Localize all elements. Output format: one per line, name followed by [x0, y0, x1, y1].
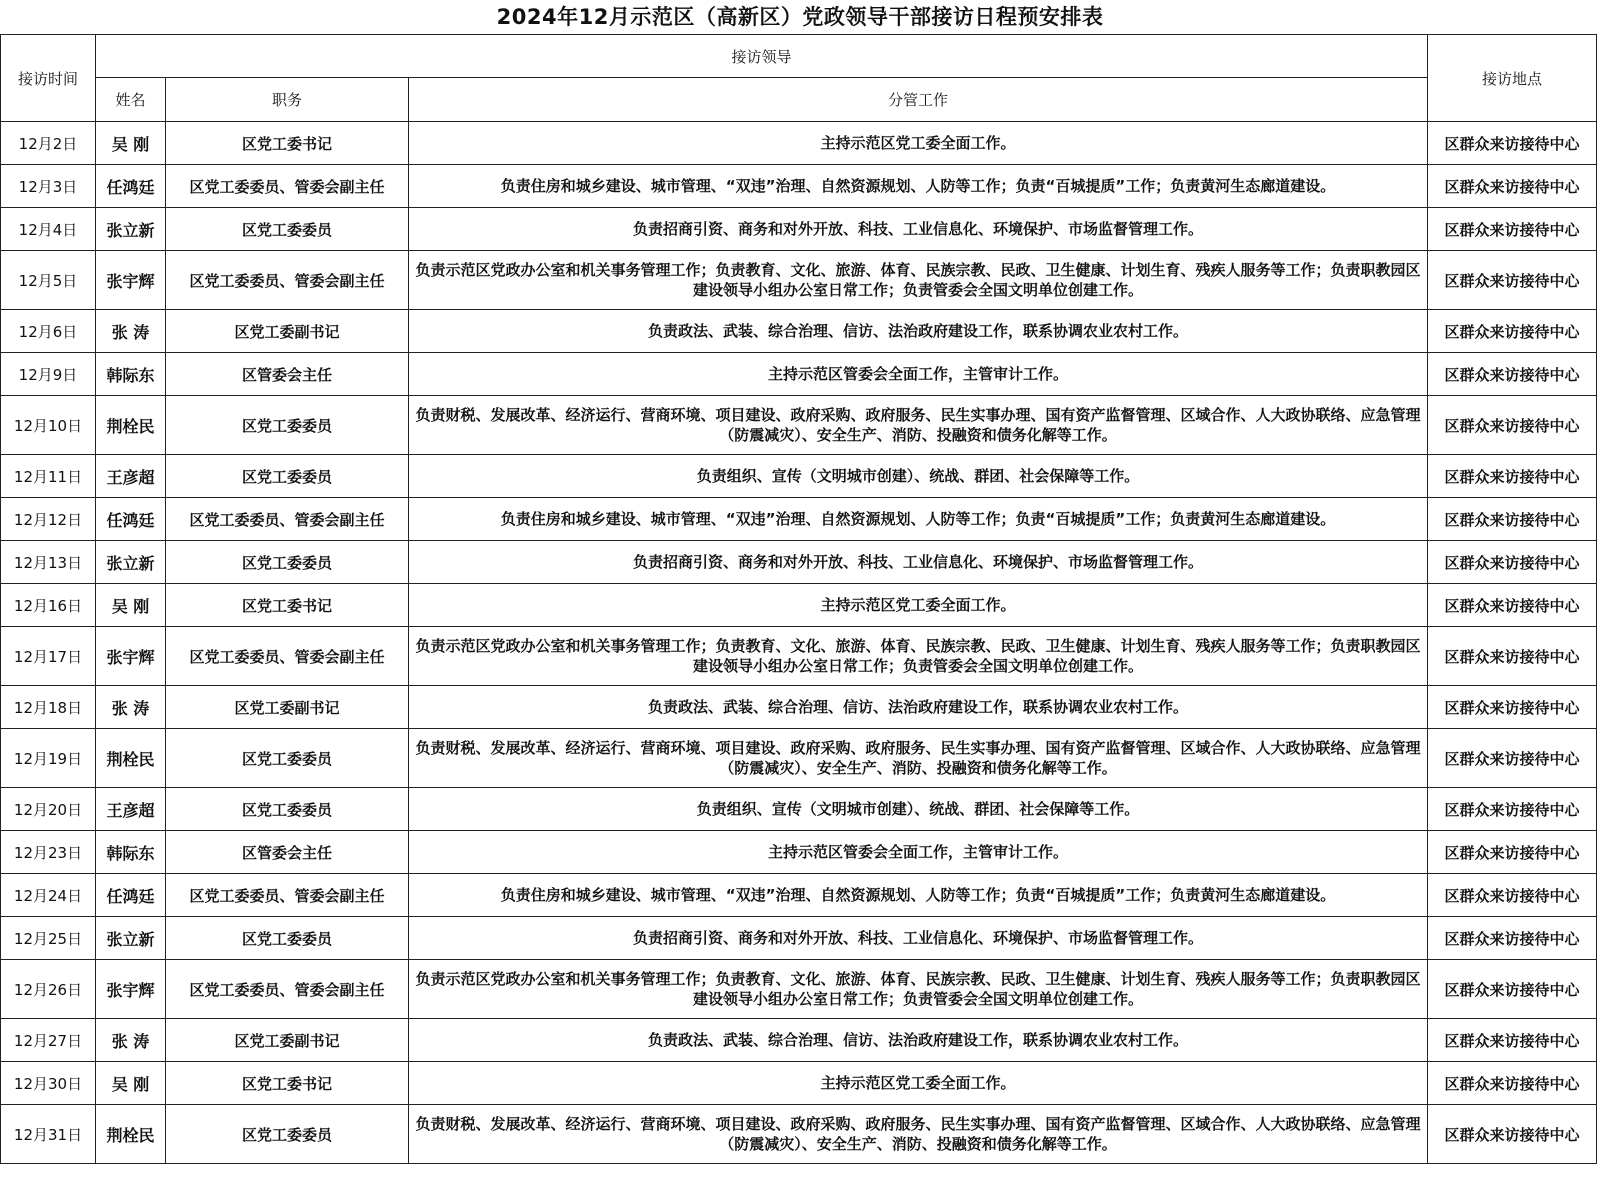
name-cell: 荆栓民: [96, 729, 166, 788]
position-cell: 区党工委委员、管委会副主任: [166, 251, 409, 310]
name-cell: 张宇辉: [96, 251, 166, 310]
date-cell: 12月24日: [1, 874, 96, 917]
date-cell: 12月2日: [1, 122, 96, 165]
date-cell: 12月26日: [1, 960, 96, 1019]
duty-cell: 负责政法、武装、综合治理、信访、法治政府建设工作，联系协调农业农村工作。: [409, 686, 1428, 729]
name-cell: 张立新: [96, 917, 166, 960]
duty-cell: 负责组织、宣传（文明城市创建）、统战、群团、社会保障等工作。: [409, 788, 1428, 831]
duty-cell: 负责政法、武装、综合治理、信访、法治政府建设工作，联系协调农业农村工作。: [409, 310, 1428, 353]
date-cell: 12月31日: [1, 1105, 96, 1164]
date-cell: 12月6日: [1, 310, 96, 353]
duty-cell: 负责财税、发展改革、经济运行、营商环境、项目建设、政府采购、政府服务、民生实事办理、国有资产监督管理、区域合作、人大政协联络、应急管理（防震减灾）、安全生产、消防、投融资和债务化解等工作。: [409, 729, 1428, 788]
date-cell: 12月12日: [1, 498, 96, 541]
table-header: [1, 35, 1597, 122]
location-cell: 区群众来访接待中心: [1428, 165, 1597, 208]
duty-cell: 负责住房和城乡建设、城市管理、“双违”治理、自然资源规划、人防等工作；负责“百城提质”工作；负责黄河生态廊道建设。: [409, 498, 1428, 541]
name-cell: 吴 刚: [96, 122, 166, 165]
position-cell: 区党工委委员、管委会副主任: [166, 498, 409, 541]
table-row: [1, 1019, 1597, 1062]
date-cell: 12月11日: [1, 455, 96, 498]
table-row: [1, 310, 1597, 353]
position-cell: 区党工委副书记: [166, 1019, 409, 1062]
date-cell: 12月13日: [1, 541, 96, 584]
location-cell: 区群众来访接待中心: [1428, 122, 1597, 165]
date-cell: 12月10日: [1, 396, 96, 455]
position-cell: 区党工委委员、管委会副主任: [166, 165, 409, 208]
duty-cell: 负责示范区党政办公室和机关事务管理工作；负责教育、文化、旅游、体育、民族宗教、民政、卫生健康、计划生育、残疾人服务等工作；负责职教园区建设领导小组办公室日常工作；负责管委会全国文明单位创建工作。: [409, 960, 1428, 1019]
duty-cell: 负责招商引资、商务和对外开放、科技、工业信息化、环境保护、市场监督管理工作。: [409, 917, 1428, 960]
table-row: [1, 874, 1597, 917]
duty-cell: 负责示范区党政办公室和机关事务管理工作；负责教育、文化、旅游、体育、民族宗教、民政、卫生健康、计划生育、残疾人服务等工作；负责职教园区建设领导小组办公室日常工作；负责管委会全国文明单位创建工作。: [409, 251, 1428, 310]
position-cell: 区党工委委员: [166, 396, 409, 455]
duty-cell: 负责财税、发展改革、经济运行、营商环境、项目建设、政府采购、政府服务、民生实事办理、国有资产监督管理、区域合作、人大政协联络、应急管理（防震减灾）、安全生产、消防、投融资和债务化解等工作。: [409, 1105, 1428, 1164]
position-cell: 区党工委委员: [166, 729, 409, 788]
table-row: [1, 831, 1597, 874]
table-row: [1, 455, 1597, 498]
name-cell: 任鸿廷: [96, 498, 166, 541]
date-cell: 12月30日: [1, 1062, 96, 1105]
position-cell: 区党工委副书记: [166, 686, 409, 729]
position-cell: 区党工委委员: [166, 208, 409, 251]
date-cell: 12月16日: [1, 584, 96, 627]
location-cell: 区群众来访接待中心: [1428, 627, 1597, 686]
schedule-table: [0, 34, 1597, 1164]
date-cell: 12月27日: [1, 1019, 96, 1062]
header-name: 姓名: [96, 78, 166, 122]
name-cell: 任鸿廷: [96, 874, 166, 917]
location-cell: 区群众来访接待中心: [1428, 455, 1597, 498]
name-cell: 张立新: [96, 541, 166, 584]
table-body: [1, 122, 1597, 1164]
table-row: [1, 917, 1597, 960]
location-cell: 区群众来访接待中心: [1428, 353, 1597, 396]
location-cell: 区群众来访接待中心: [1428, 1062, 1597, 1105]
location-cell: 区群众来访接待中心: [1428, 831, 1597, 874]
name-cell: 张宇辉: [96, 627, 166, 686]
position-cell: 区党工委书记: [166, 584, 409, 627]
date-cell: 12月23日: [1, 831, 96, 874]
location-cell: 区群众来访接待中心: [1428, 729, 1597, 788]
date-cell: 12月19日: [1, 729, 96, 788]
date-cell: 12月18日: [1, 686, 96, 729]
date-cell: 12月17日: [1, 627, 96, 686]
position-cell: 区党工委委员: [166, 1105, 409, 1164]
position-cell: 区党工委委员: [166, 541, 409, 584]
duty-cell: 负责住房和城乡建设、城市管理、“双违”治理、自然资源规划、人防等工作；负责“百城提质”工作；负责黄河生态廊道建设。: [409, 165, 1428, 208]
name-cell: 韩际东: [96, 831, 166, 874]
duty-cell: 负责政法、武装、综合治理、信访、法治政府建设工作，联系协调农业农村工作。: [409, 1019, 1428, 1062]
name-cell: 吴 刚: [96, 1062, 166, 1105]
location-cell: 区群众来访接待中心: [1428, 686, 1597, 729]
date-cell: 12月4日: [1, 208, 96, 251]
position-cell: 区党工委委员、管委会副主任: [166, 627, 409, 686]
duty-cell: 主持示范区党工委全面工作。: [409, 122, 1428, 165]
duty-cell: 负责示范区党政办公室和机关事务管理工作；负责教育、文化、旅游、体育、民族宗教、民政、卫生健康、计划生育、残疾人服务等工作；负责职教园区建设领导小组办公室日常工作；负责管委会全国文明单位创建工作。: [409, 627, 1428, 686]
name-cell: 王彦超: [96, 788, 166, 831]
table-row: [1, 686, 1597, 729]
duty-cell: 负责招商引资、商务和对外开放、科技、工业信息化、环境保护、市场监督管理工作。: [409, 541, 1428, 584]
duty-cell: 主持示范区党工委全面工作。: [409, 1062, 1428, 1105]
date-cell: 12月9日: [1, 353, 96, 396]
position-cell: 区管委会主任: [166, 353, 409, 396]
name-cell: 荆栓民: [96, 396, 166, 455]
duty-cell: 主持示范区管委会全面工作，主管审计工作。: [409, 353, 1428, 396]
header-position: 职务: [166, 78, 409, 122]
location-cell: 区群众来访接待中心: [1428, 874, 1597, 917]
name-cell: 张 涛: [96, 686, 166, 729]
table-row: [1, 208, 1597, 251]
date-cell: 12月20日: [1, 788, 96, 831]
location-cell: 区群众来访接待中心: [1428, 917, 1597, 960]
position-cell: 区党工委委员、管委会副主任: [166, 960, 409, 1019]
location-cell: 区群众来访接待中心: [1428, 788, 1597, 831]
position-cell: 区党工委委员: [166, 917, 409, 960]
table-row: [1, 584, 1597, 627]
name-cell: 韩际东: [96, 353, 166, 396]
table-row: [1, 541, 1597, 584]
header-location: 接访地点: [1428, 35, 1597, 122]
name-cell: 张 涛: [96, 1019, 166, 1062]
location-cell: 区群众来访接待中心: [1428, 208, 1597, 251]
table-row: [1, 788, 1597, 831]
header-duty: 分管工作: [409, 78, 1428, 122]
name-cell: 吴 刚: [96, 584, 166, 627]
location-cell: 区群众来访接待中心: [1428, 396, 1597, 455]
table-row: [1, 960, 1597, 1019]
position-cell: 区管委会主任: [166, 831, 409, 874]
date-cell: 12月25日: [1, 917, 96, 960]
duty-cell: 主持示范区党工委全面工作。: [409, 584, 1428, 627]
name-cell: 张 涛: [96, 310, 166, 353]
location-cell: 区群众来访接待中心: [1428, 541, 1597, 584]
position-cell: 区党工委委员、管委会副主任: [166, 874, 409, 917]
location-cell: 区群众来访接待中心: [1428, 251, 1597, 310]
location-cell: 区群众来访接待中心: [1428, 1105, 1597, 1164]
name-cell: 任鸿廷: [96, 165, 166, 208]
table-row: [1, 165, 1597, 208]
name-cell: 张宇辉: [96, 960, 166, 1019]
name-cell: 荆栓民: [96, 1105, 166, 1164]
duty-cell: 负责财税、发展改革、经济运行、营商环境、项目建设、政府采购、政府服务、民生实事办理、国有资产监督管理、区域合作、人大政协联络、应急管理（防震减灾）、安全生产、消防、投融资和债务化解等工作。: [409, 396, 1428, 455]
header-leader: 接访领导: [96, 35, 1428, 78]
table-row: [1, 353, 1597, 396]
table-row: [1, 396, 1597, 455]
table-row: [1, 122, 1597, 165]
location-cell: 区群众来访接待中心: [1428, 1019, 1597, 1062]
position-cell: 区党工委书记: [166, 122, 409, 165]
header-time: 接访时间: [1, 35, 96, 122]
location-cell: 区群众来访接待中心: [1428, 960, 1597, 1019]
table-row: [1, 729, 1597, 788]
name-cell: 张立新: [96, 208, 166, 251]
location-cell: 区群众来访接待中心: [1428, 310, 1597, 353]
location-cell: 区群众来访接待中心: [1428, 498, 1597, 541]
duty-cell: 负责住房和城乡建设、城市管理、“双违”治理、自然资源规划、人防等工作；负责“百城提质”工作；负责黄河生态廊道建设。: [409, 874, 1428, 917]
duty-cell: 主持示范区管委会全面工作，主管审计工作。: [409, 831, 1428, 874]
position-cell: 区党工委副书记: [166, 310, 409, 353]
date-cell: 12月5日: [1, 251, 96, 310]
table-row: [1, 251, 1597, 310]
page-title: 2024年12月示范区（高新区）党政领导干部接访日程预安排表: [496, 5, 1104, 29]
duty-cell: 负责组织、宣传（文明城市创建）、统战、群团、社会保障等工作。: [409, 455, 1428, 498]
date-cell: 12月3日: [1, 165, 96, 208]
table-row: [1, 1105, 1597, 1164]
name-cell: 王彦超: [96, 455, 166, 498]
position-cell: 区党工委书记: [166, 1062, 409, 1105]
duty-cell: 负责招商引资、商务和对外开放、科技、工业信息化、环境保护、市场监督管理工作。: [409, 208, 1428, 251]
position-cell: 区党工委委员: [166, 788, 409, 831]
table-row: [1, 498, 1597, 541]
table-row: [1, 1062, 1597, 1105]
location-cell: 区群众来访接待中心: [1428, 584, 1597, 627]
table-row: [1, 627, 1597, 686]
position-cell: 区党工委委员: [166, 455, 409, 498]
